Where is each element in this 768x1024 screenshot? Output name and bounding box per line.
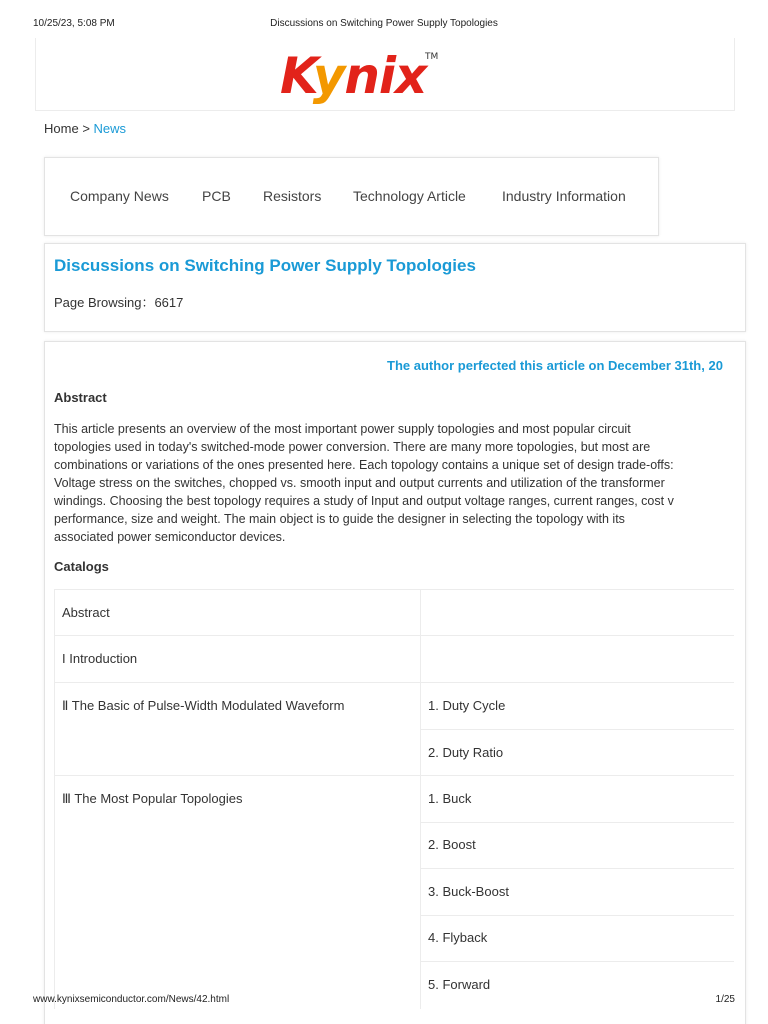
- print-page-title: Discussions on Switching Power Supply Topologies: [270, 18, 498, 29]
- category-technology-article[interactable]: Technology Article: [353, 188, 466, 204]
- logo-letter-k: K: [280, 47, 313, 105]
- abstract-line: combinations or variations of the ones presented here. Each topology contains a unique set of design trade-offs:: [54, 458, 674, 472]
- page-browsing-count: 6617: [154, 295, 184, 310]
- category-industry-information[interactable]: Industry Information: [502, 188, 626, 204]
- abstract-text: [54, 420, 742, 546]
- breadcrumb-home[interactable]: Home: [44, 121, 79, 136]
- toc-subitem-buck-boost[interactable]: 3. Buck-Boost: [428, 884, 509, 899]
- kynix-logo[interactable]: [280, 46, 439, 106]
- toc-subitem-flyback[interactable]: 4. Flyback: [428, 930, 488, 945]
- print-datetime: 10/25/23, 5:08 PM: [33, 18, 115, 29]
- category-nav: [44, 157, 659, 236]
- abstract-line: windings. Choosing the best topology requires a study of Input and output voltage ranges, current ranges, cost v: [54, 494, 674, 508]
- page-browsing-label: Page Browsing：: [54, 295, 155, 310]
- category-resistors[interactable]: Resistors: [263, 188, 322, 204]
- toc-item-popular-topologies[interactable]: Ⅲ The Most Popular Topologies: [62, 791, 243, 806]
- article-title: Discussions on Switching Power Supply Topologies: [54, 256, 476, 275]
- print-page-number: 1/25: [715, 994, 735, 1005]
- trademark-mark: TM: [425, 52, 439, 62]
- print-footer: [0, 994, 768, 1008]
- print-url: www.kynixsemiconductor.com/News/42.html: [33, 994, 230, 1005]
- site-header: [35, 38, 735, 111]
- perfected-note: The author perfected this article on December 31th, 20: [387, 358, 723, 373]
- logo-letters-nix: nix: [344, 47, 427, 105]
- abstract-line: This article presents an overview of the most important power supply topologies and most popular circuit: [54, 422, 631, 436]
- toc-subitem-forward[interactable]: 5. Forward: [428, 977, 491, 992]
- abstract-line: Voltage stress on the switches, chopped vs. smooth input and output currents and utilization of the transformer: [54, 476, 665, 490]
- category-pcb[interactable]: PCB: [202, 188, 231, 204]
- article-title-box: [44, 243, 746, 332]
- category-company-news[interactable]: Company News: [70, 188, 169, 204]
- abstract-line: topologies used in today's switched-mode power conversion. There are many more topologies, but most are: [54, 440, 651, 454]
- toc-subitem-duty-cycle[interactable]: 1. Duty Cycle: [428, 698, 506, 713]
- catalogs-heading: Catalogs: [54, 559, 109, 574]
- logo-letter-y: y: [312, 47, 345, 105]
- article-content: [44, 341, 746, 1024]
- abstract-line: performance, size and weight. The main object is to guide the designer in selecting the topology with its: [54, 512, 625, 526]
- breadcrumb-news[interactable]: News: [93, 121, 127, 136]
- toc-item-abstract[interactable]: Abstract: [62, 605, 110, 620]
- toc-item-introduction[interactable]: I Introduction: [62, 651, 138, 666]
- breadcrumb: [44, 121, 126, 136]
- toc-subitem-boost[interactable]: 2. Boost: [428, 837, 476, 852]
- breadcrumb-separator: >: [82, 121, 90, 136]
- toc-subitem-duty-ratio[interactable]: 2. Duty Ratio: [428, 745, 504, 760]
- toc-item-pwm-waveform[interactable]: Ⅱ The Basic of Pulse-Width Modulated Waveform: [62, 698, 345, 713]
- toc-subitem-buck[interactable]: 1. Buck: [428, 791, 472, 806]
- abstract-heading: Abstract: [54, 390, 107, 405]
- page-browsing: [54, 292, 183, 311]
- print-header: [0, 18, 768, 32]
- abstract-line: associated power semiconductor devices.: [54, 530, 286, 544]
